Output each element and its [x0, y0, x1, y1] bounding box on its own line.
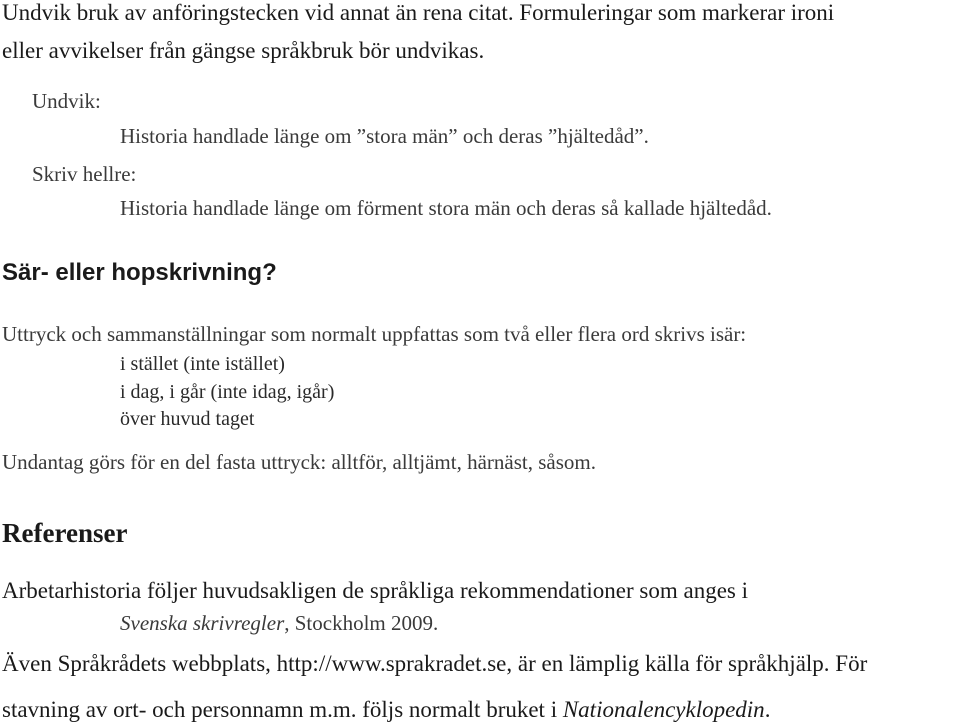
compounds-heading: Sär- eller hopskrivning?: [2, 259, 277, 286]
references-heading: Referenser: [2, 518, 128, 548]
compound-example-3: över huvud taget: [120, 408, 255, 430]
avoid-label: Undvik:: [32, 89, 101, 113]
prefer-example: Historia handlade länge om förment stora män och deras så kallade hjältedåd.: [120, 196, 772, 220]
compounds-exception: Undantag görs för en del fasta uttryck: alltför, alltjämt, härnäst, såsom.: [2, 450, 596, 474]
compound-example-1: i stället (inte istället): [120, 353, 285, 375]
references-line-1: Arbetarhistoria följer huvudsakligen de språkliga rekommendationer som anges i: [2, 578, 749, 603]
prefer-label: Skriv hellre:: [32, 162, 137, 186]
compounds-intro: Uttryck och sammanställningar som normalt uppfattas som två eller flera ord skrivs isär:: [2, 322, 747, 346]
avoid-example: Historia handlade länge om ”stora män” och deras ”hjältedåd”.: [120, 124, 649, 148]
references-line-4-end: .: [764, 697, 771, 722]
references-line-2: [120, 611, 438, 636]
book-publication: , Stockholm 2009.: [284, 611, 439, 635]
book-title: Svenska skrivregler: [120, 611, 285, 635]
intro-line-2: eller avvikelser från gängse språkbruk bör undvikas.: [2, 38, 485, 63]
encyclopedia-title: Nationalencyklopedin: [562, 697, 765, 722]
references-line-3: Även Språkrådets webbplats, http://www.sprakradet.se, är en lämplig källa för språkhjälp. För: [2, 651, 868, 676]
intro-line-1: Undvik bruk av anföringstecken vid annat än rena citat. Formuleringar som markerar ironi: [2, 0, 835, 25]
references-line-4: [2, 697, 770, 723]
compound-example-2: i dag, i går (inte idag, igår): [120, 381, 335, 403]
references-line-4-start: stavning av ort- och personnamn m.m. följs normalt bruket i: [2, 697, 563, 722]
